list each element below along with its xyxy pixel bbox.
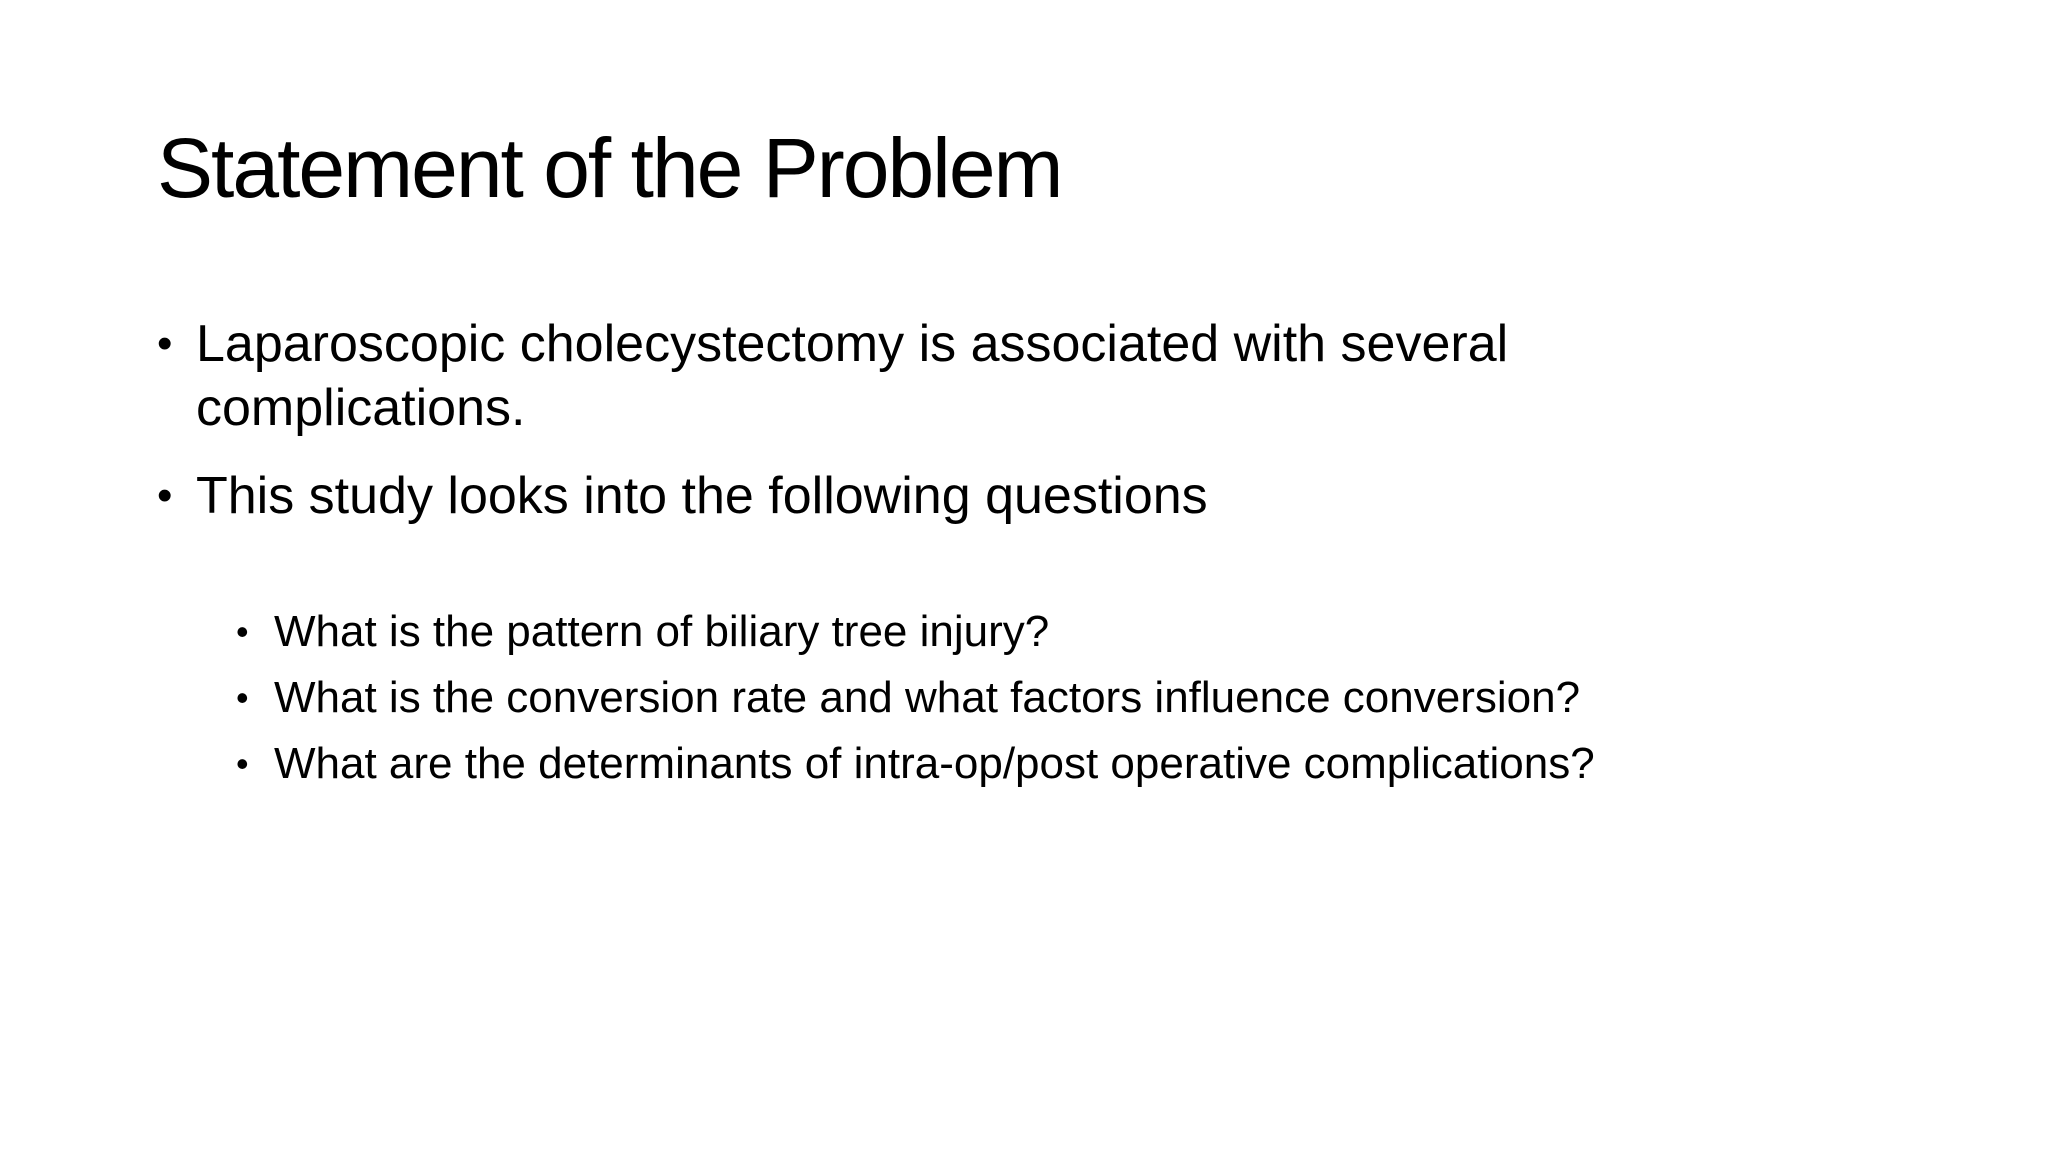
bullet-dot-icon: • (157, 319, 173, 368)
sub-bullet-item (236, 737, 1936, 791)
sub-bullet-item (236, 605, 1936, 659)
bullet-item (157, 312, 1626, 440)
sub-bullet-text: What are the determinants of intra-op/post operative complications? (274, 739, 1595, 788)
sub-bullet-dot-icon: • (236, 743, 249, 784)
bullet-dot-icon: • (157, 471, 173, 520)
sub-bullet-item (236, 671, 1936, 725)
bullet-item (157, 464, 1626, 528)
slide-title: Statement of the Problem (157, 121, 1062, 215)
bullet-list (157, 312, 1907, 528)
bullet-text: Laparoscopic cholecystectomy is associated with several complications. (196, 315, 1509, 437)
slide-body (157, 312, 1907, 552)
sub-bullet-dot-icon: • (236, 677, 249, 718)
sub-bullet-list (236, 605, 1936, 803)
sub-bullet-dot-icon: • (236, 611, 249, 652)
sub-bullet-text: What is the conversion rate and what factors influence conversion? (274, 673, 1581, 722)
bullet-text: This study looks into the following questions (196, 467, 1208, 525)
sub-bullet-text: What is the pattern of biliary tree injury? (274, 607, 1050, 656)
